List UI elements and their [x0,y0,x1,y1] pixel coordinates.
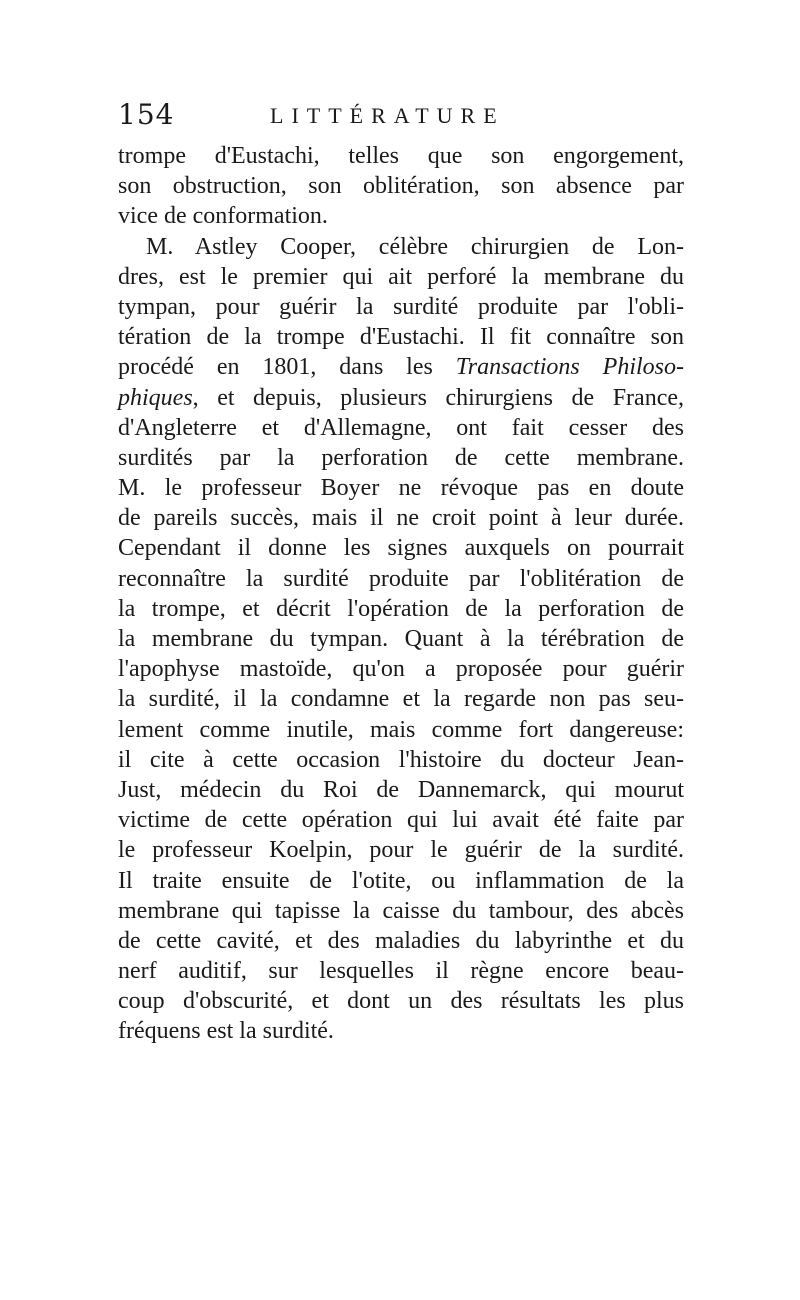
text-line [118,805,684,835]
text-line [118,413,684,443]
line-text: l'apophyse mastoïde, qu'on a proposée pour guérir [118,656,684,683]
text-line [118,171,684,201]
text-line [118,292,684,322]
line-text: lement comme inutile, mais comme fort dangereuse: [118,716,684,743]
line-text: coup d'obscurité, et dont un des résultats les plus [118,988,684,1015]
line-text: d'Angleterre et d'Allemagne, ont fait cesser des [118,414,684,441]
text-line [118,986,684,1016]
text-line [118,352,684,382]
line-text: membrane qui tapisse la caisse du tambour, des abcès [118,897,684,924]
line-text: de cette cavité, et des maladies du labyrinthe et du [118,927,684,954]
line-text: Il traite ensuite de l'otite, ou inflammation de la [118,867,684,894]
text-line [118,926,684,956]
line-text: M. Astley Cooper, célèbre chirurgien de Lon- [146,233,684,260]
text-line [118,322,684,352]
text-line [118,533,684,563]
text-line [118,383,684,413]
text-line [118,141,684,171]
line-text: , et depuis, plusieurs chirurgiens de France, [192,384,684,411]
line-text: reconnaître la surdité produite par l'oblitération de [118,565,684,592]
line-text: son obstruction, son oblitération, son absence par [118,173,684,200]
line-text: fréquens est la surdité. [118,1018,334,1045]
text-line [118,896,684,926]
text-line [118,232,684,262]
text-line [118,745,684,775]
line-text: la membrane du tympan. Quant à la térébration de [118,626,684,652]
text-line [118,564,684,594]
text-line [118,684,684,714]
text-line [118,503,684,533]
text-line [118,835,684,865]
text-line [118,654,684,684]
text-line [118,262,684,292]
running-head [118,98,678,132]
line-text: trompe d'Eustachi, telles que son engorgement, [118,143,684,169]
text-line [118,201,684,231]
text-line [118,443,684,473]
line-text: de pareils succès, mais il ne croit point à leur durée. [118,505,684,532]
text-line [118,866,684,896]
line-text: vice de conformation. [118,203,328,230]
text-line [118,473,684,503]
body-text [118,141,684,1047]
line-text: dres, est le premier qui ait perforé la membrane du [118,263,684,290]
line-text: procédé en 1801, dans les [118,354,456,381]
line-text: il cite à cette occasion l'histoire du docteur Jean- [118,746,684,773]
text-line [118,594,684,624]
line-text: le professeur Koelpin, pour le guérir de la surdité. [118,837,684,864]
text-line [118,715,684,745]
italic-text: phiques [118,384,193,411]
page-number: 154 [118,98,175,131]
text-line [118,624,684,654]
text-line [118,1016,684,1046]
line-text: tympan, pour guérir la surdité produite par l'obli- [118,293,684,320]
line-text: Cependant il donne les signes auxquels on pourrait [118,535,684,562]
line-text: la surdité, il la condamne et la regarde non pas seu- [118,686,684,713]
line-text: M. le professeur Boyer ne révoque pas en doute [118,475,684,502]
line-text: surdités par la perforation de cette membrane. [118,444,684,471]
line-text: Just, médecin du Roi de Dannemarck, qui mourut [118,776,684,803]
line-text: victime de cette opération qui lui avait été faite par [118,807,684,834]
text-line [118,775,684,805]
text-line [118,956,684,986]
italic-text: Transactions Philoso- [455,354,684,381]
line-text: tération de la trompe d'Eustachi. Il fit connaître son [118,324,684,351]
line-text: nerf auditif, sur lesquelles il règne encore beau- [118,958,684,985]
running-title: LITTÉRATURE [270,103,505,128]
line-text: la trompe, et décrit l'opération de la perforation de [118,595,684,622]
